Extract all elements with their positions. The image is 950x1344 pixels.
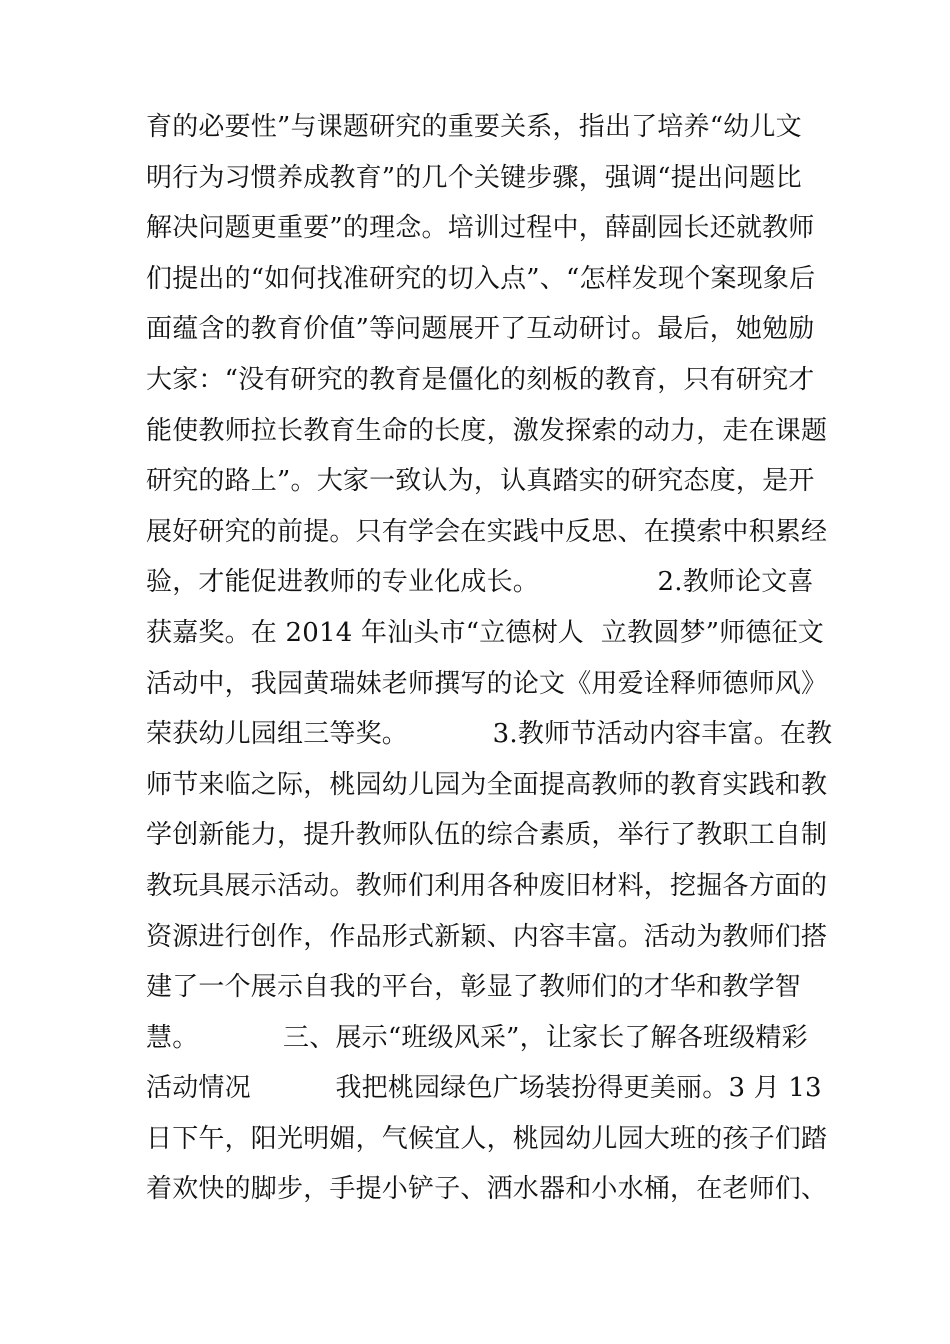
text-line-1: 育的必要性”与课题研究的重要关系，指出了培养“幼儿文 <box>146 112 802 142</box>
text-line-9: 展好研究的前提。只有学会在实践中反思、在摸索中积累经 <box>146 516 828 547</box>
text-line-10: 验，才能促进教师的专业化成长。 2.教师论文喜 <box>146 567 814 598</box>
text-line-21: 日下午，阳光明媚，气候宜人，桃园幼儿园大班的孩子们踏 <box>146 1123 828 1154</box>
text-line-22: 着欢快的脚步，手提小铲子、洒水器和小水桶，在老师们、 <box>146 1174 828 1205</box>
text-line-4: 们提出的“如何找准研究的切入点”、“怎样发现个案现象后 <box>146 263 816 294</box>
body-text <box>146 102 833 1215</box>
text-line-8: 研究的路上”。大家一致认为，认真踏实的研究态度，是开 <box>146 466 815 497</box>
text-line-7: 能使教师拉长教育生命的长度，激发探索的动力，走在课题 <box>146 415 828 446</box>
text-line-3: 解决问题更重要”的理念。培训过程中，薛副园长还就教师 <box>146 213 815 244</box>
text-line-16: 教玩具展示活动。教师们利用各种废旧材料，挖掘各方面的 <box>146 870 828 901</box>
text-line-12: 活动中，我园黄瑞妹老师撰写的论文《用爱诠释师德师风》 <box>146 668 828 699</box>
text-line-20: 活动情况 我把桃园绿色广场装扮得更美丽。3 月 13 <box>146 1073 822 1104</box>
text-line-14: 师节来临之际，桃园幼儿园为全面提高教师的教育实践和教 <box>146 769 828 800</box>
text-line-5: 面蕴含的教育价值”等问题展开了互动研讨。最后，她勉励 <box>146 314 815 345</box>
text-line-11: 获嘉奖。在 2014 年汕头市“立德树人 立教圆梦”师德征文 <box>146 617 825 648</box>
text-line-19: 慧。 三、展示“班级风采”，让家长了解各班级精彩 <box>146 1022 808 1053</box>
text-line-15: 学创新能力，提升教师队伍的综合素质，举行了教职工自制 <box>146 820 828 851</box>
text-line-6: 大家：“没有研究的教育是僵化的刻板的教育，只有研究才 <box>146 364 815 395</box>
text-line-18: 建了一个展示自我的平台，彰显了教师们的才华和教学智 <box>146 972 802 1003</box>
text-line-13: 荣获幼儿园组三等奖。 3.教师节活动内容丰富。在教 <box>146 719 833 750</box>
text-line-2: 明行为习惯养成教育”的几个关键步骤，强调“提出问题比 <box>146 162 802 193</box>
text-line-17: 资源进行创作，作品形式新颖、内容丰富。活动为教师们搭 <box>146 921 828 952</box>
